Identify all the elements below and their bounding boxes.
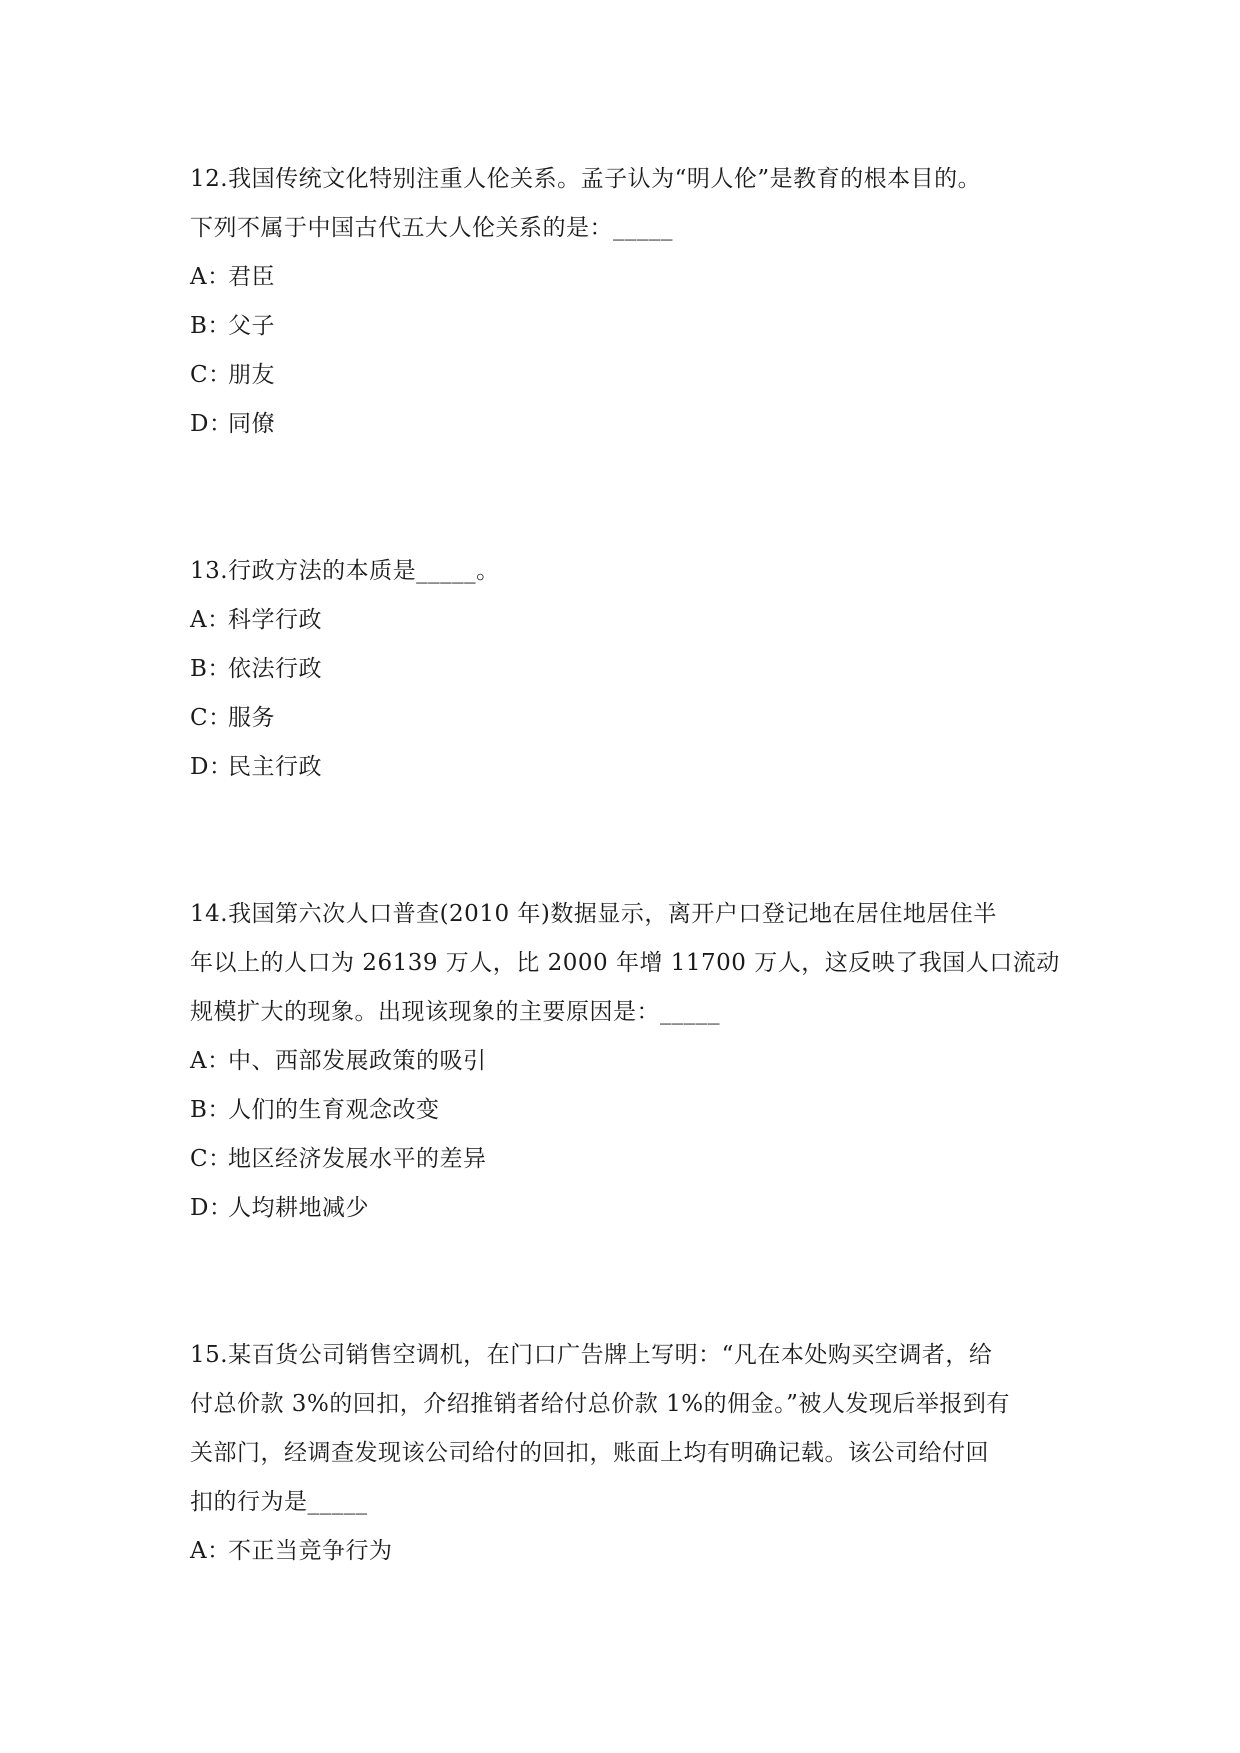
option-a [190,1527,1060,1576]
option-a [190,1037,1060,1086]
question-12 [190,155,1060,449]
option-c [190,1135,1060,1184]
option-a [190,253,1060,302]
question-line: 扣的行为是_____ [190,1489,368,1515]
option-a [190,596,1060,645]
option-letter: A： [190,1048,231,1074]
option-letter: C： [190,705,232,731]
question-line: 下列不属于中国古代五大人伦关系的是：_____ [190,215,673,241]
option-text: 民主行政 [228,754,322,780]
question-line: 15.某百货公司销售空调机，在门口广告牌上写明：“凡在本处购买空调者，给 [190,1342,993,1368]
option-text: 科学行政 [228,607,322,633]
option-letter: D： [190,411,233,437]
question-line: 14.我国第六次人口普查(2010 年)数据显示，离开户口登记地在居住地居住半 [190,901,997,927]
option-letter: D： [190,754,233,780]
question-13 [190,547,1060,792]
option-d [190,400,1060,449]
option-text: 人均耕地减少 [228,1195,369,1221]
option-text: 朋友 [228,362,275,388]
option-text: 父子 [228,313,275,339]
option-b [190,645,1060,694]
option-text: 同僚 [228,411,275,437]
exam-page [190,155,1060,1576]
option-letter: C： [190,362,232,388]
option-text: 君臣 [228,264,275,290]
question-stem [190,1331,1060,1527]
question-line: 13.行政方法的本质是_____。 [190,558,500,584]
question-stem [190,155,1060,253]
option-letter: A： [190,1538,231,1564]
question-stem [190,547,1060,596]
option-b [190,302,1060,351]
question-14 [190,890,1060,1233]
option-d [190,743,1060,792]
option-text: 中、西部发展政策的吸引 [228,1048,487,1074]
option-letter: B： [190,1097,231,1123]
question-line: 付总价款 3%的回扣，介绍推销者给付总价款 1%的佣金。”被人发现后举报到有 [190,1391,1010,1417]
option-text: 地区经济发展水平的差异 [228,1146,487,1172]
option-b [190,1086,1060,1135]
option-text: 不正当竞争行为 [228,1538,393,1564]
option-letter: A： [190,264,231,290]
question-line: 规模扩大的现象。出现该现象的主要原因是：_____ [190,999,720,1025]
option-letter: D： [190,1195,233,1221]
option-letter: C： [190,1146,232,1172]
question-15 [190,1331,1060,1576]
option-letter: A： [190,607,231,633]
option-d [190,1184,1060,1233]
question-line: 12.我国传统文化特别注重人伦关系。孟子认为“明人伦”是教育的根本目的。 [190,166,982,192]
question-line: 年以上的人口为 26139 万人，比 2000 年增 11700 万人，这反映了我国人口流动 [190,950,1060,976]
option-letter: B： [190,313,231,339]
question-line: 关部门，经调查发现该公司给付的回扣，账面上均有明确记载。该公司给付回 [190,1440,989,1466]
option-text: 人们的生育观念改变 [228,1097,440,1123]
option-text: 服务 [228,705,275,731]
option-c [190,351,1060,400]
option-c [190,694,1060,743]
option-text: 依法行政 [228,656,322,682]
option-letter: B： [190,656,231,682]
question-stem [190,890,1060,1037]
